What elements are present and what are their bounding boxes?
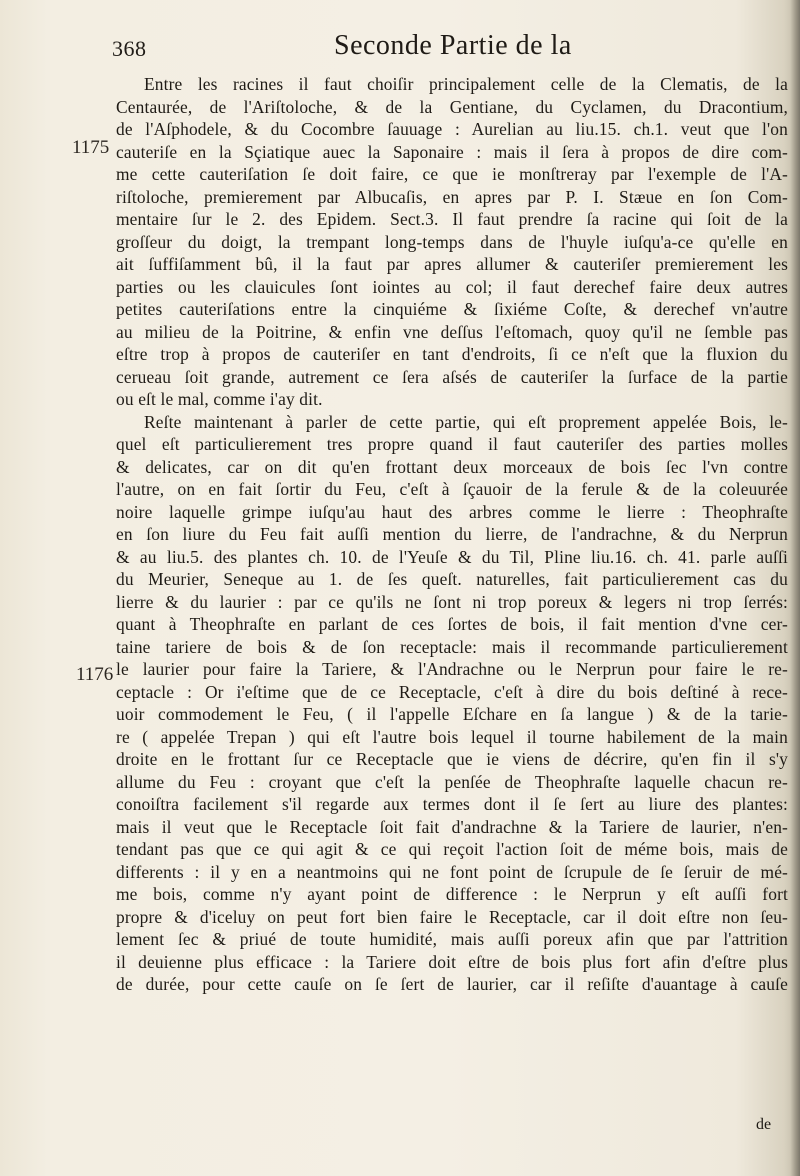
text-line: me bois, comme n'y ayant point de difference : le Nerprun y eſt auſſi fort [116, 884, 788, 904]
body-text [116, 73, 788, 996]
text-line: me cette cauteriſation ſe doit faire, ce que ie monſtreray par l'exemple de l'A- [116, 164, 788, 184]
text-line: Centaurée, de l'Ariſtoloche, & de la Gentiane, du Cyclamen, du Dracontium, [116, 96, 788, 117]
text-line: lierre & du laurier : par ce qu'ils ne ſont ni trop poreux & legers ni trop ſerrés: [116, 591, 788, 612]
text-line: au milieu de la Poitrine, & enfin vne deſſus l'eſtomach, quoy qu'il ne ſemble pas [116, 321, 788, 342]
text-line: noire laquelle grimpe iuſqu'au haut des arbres comme le lierre : Theophraſte [116, 501, 788, 522]
text-line: & delicates, car on dit qu'en frottant deux morceaux de bois ſec l'vn contre [116, 456, 788, 477]
text-line: tendant pas que ce qui agit & ce qui reçoit l'action ſoit de méme bois, mais de [116, 839, 788, 859]
text-line: quel eſt particulierement tres propre quand il faut cauteriſer des parties molles [116, 434, 788, 454]
text-line: groſſeur du doigt, la trempant long-temps dans de l'huyle iuſqu'a-ce qu'elle en [116, 231, 788, 252]
text-line: cauteriſe en la Sçiatique auec la Saponaire : mais il ſera à propos de dire com- [116, 141, 788, 162]
margin-note-1175: 1175 [72, 137, 110, 158]
page-edge-shadow [790, 0, 800, 1176]
text-line: propre & d'iceluy on peut fort bien faire le Receptacle, car il doit eſtre non ſeu- [116, 906, 788, 927]
text-line: parties ou les clauicules ſont iointes au col; il faut derechef faire deux autres [116, 276, 788, 297]
text-line: Entre les racines il faut choiſir principalement celle de la Clematis, de la [144, 74, 788, 94]
text-line: conoiſtra facilement s'il regarde aux termes dont il ſe ſert au liure des plantes: [116, 794, 788, 814]
text-line: ou eſt le mal, comme i'ay dit. [116, 389, 323, 409]
text-line: il deuienne plus efficace : la Tariere doit eſtre de bois plus fort afin d'eſtre plus [116, 951, 788, 972]
margin-note-1176: 1176 [76, 664, 114, 685]
text-line: le laurier pour faire la Tariere, & l'Andrachne ou le Nerprun pour faire le re- [116, 659, 788, 679]
text-line: droite en le frottant ſur ce Receptacle que ie viens de décrire, qu'en fin il s'y [116, 749, 788, 769]
text-line: differents : il y en a neantmoins qui ne font point de ſcrupule de ſe ſeruir de mé- [116, 861, 788, 882]
text-line: mentaire ſur le 2. des Epidem. Sect.3. Il faut prendre ſa racine qui ſoit de la [116, 209, 788, 229]
text-line: re ( appelée Trepan ) qui eſt l'autre bois lequel il tourne habilement de la main [116, 726, 788, 747]
text-line: allume du Feu : croyant que c'eſt la penſée de Theophraſte laquelle chacun re- [116, 771, 788, 792]
text-line: eſtre trop à propos de cauteriſer en tant d'endroits, ſi ce n'eſt que la fluxion du [116, 344, 788, 364]
text-line: en ſon liure du Feu fait auſſi mention du lierre, de l'andrachne, & du Nerprun [116, 524, 788, 544]
text-line: ceptacle : Or i'eſtime que de ce Receptacle, c'eſt à dire du bois deſtiné à rece- [116, 681, 788, 702]
text-line: du Meurier, Seneque au 1. de ſes queſt. naturelles, fait particulierement cas du [116, 569, 788, 589]
text-line: riſtoloche, premierement par Albucaſis, en apres par P. I. Stæue en ſon Com- [116, 186, 788, 207]
text-line: cerueau ſoit grande, autrement ce ſera aſsés de cauteriſer la ſurface de la partie [116, 366, 788, 387]
page-header [112, 30, 712, 70]
text-line: ait ſuffiſamment bû, il la faut par apres allumer & cauteriſer premierement les [116, 254, 788, 274]
running-title: Seconde Partie de la [334, 30, 572, 61]
text-line: uoir commodement le Feu, ( il l'appelle Eſchare en ſa langue ) & de la tarie- [116, 704, 788, 724]
text-line: & au liu.5. des plantes ch. 10. de l'Yeuſe & du Til, Pline liu.16. ch. 41. parle auſſi [116, 546, 788, 567]
text-line: quant à Theophraſte en parlant de ces ſortes de bois, il fait mention d'vne cer- [116, 614, 788, 634]
text-line: taine tariere de bois & de ſon receptacle: mais il recommande particulierement [116, 636, 788, 657]
text-line: mais il veut que le Receptacle ſoit fait d'andrachne & la Tariere de laurier, n'en- [116, 816, 788, 837]
text-line: petites cauteriſations entre la cinquiéme & ſixiéme Coſte, & derechef vn'autre [116, 299, 788, 319]
catchword: de [756, 1116, 772, 1133]
text-line: de durée, pour cette cauſe on ſe ſert de laurier, car il reſiſte d'auantage à cauſe [116, 974, 788, 994]
text-line: lement ſec & priué de toute humidité, mais auſſi poreux afin que par l'attrition [116, 929, 788, 949]
text-line: l'autre, on en fait ſortir du Feu, c'eſt à ſçauoir de la ferule & de la coleuurée [116, 479, 788, 499]
text-line: Reſte maintenant à parler de cette partie, qui eſt proprement appelée Bois, le- [144, 411, 788, 432]
text-line: de l'Aſphodele, & du Cocombre ſauuage : Aurelian au liu.15. ch.1. veut que l'on [116, 119, 788, 139]
page-number: 368 [112, 36, 147, 61]
